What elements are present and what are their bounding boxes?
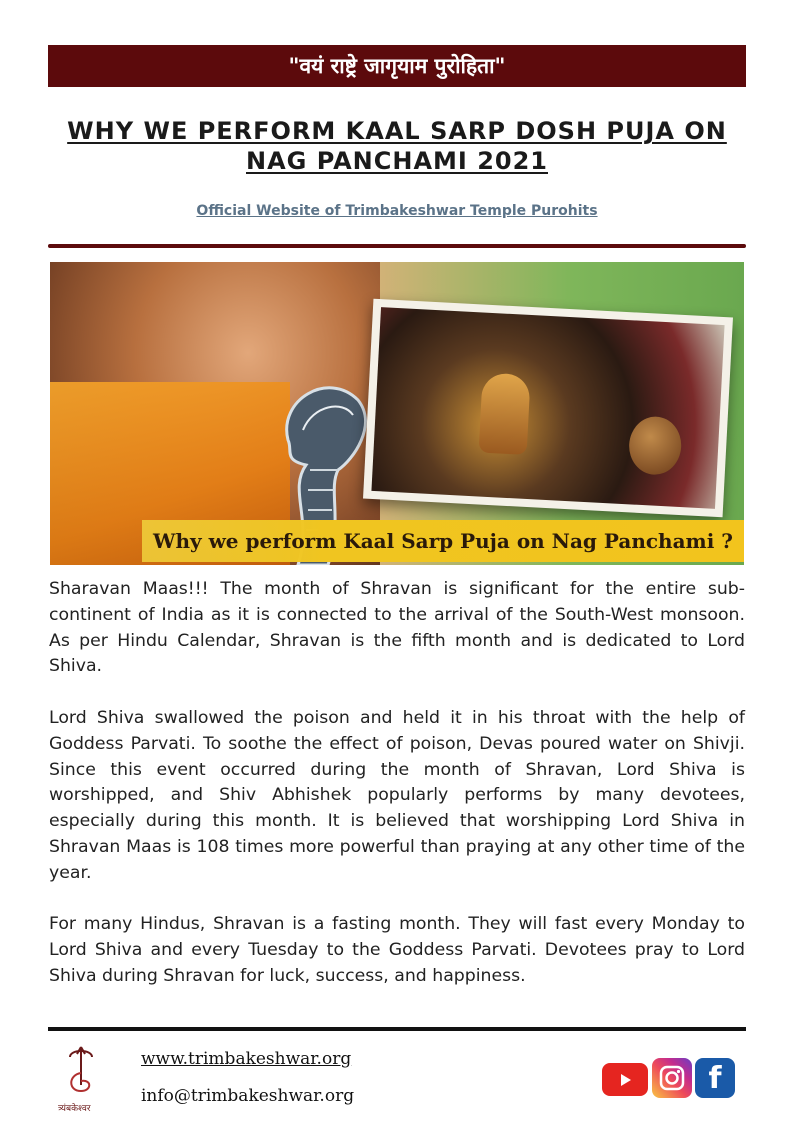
youtube-icon[interactable]	[602, 1063, 648, 1096]
paragraph-2: Lord Shiva swallowed the poison and held it in his throat with the help of Goddess Parvati. To soothe the effect of poison, Devas poured water on Shivji. Since this event occurred during the month of Shravan, Lord Shiva is worshipped, and Shiv Abhishek popularly performs by many devotees, especially during this month. It is believed that worshipping Lord Shiva in Shravan Maas is 108 times more powerful than praying at any other time of the year.	[49, 707, 745, 883]
website-link[interactable]: www.trimbakeshwar.org	[141, 1049, 352, 1069]
page-title-line1: WHY WE PERFORM KAAL SARP DOSH PUJA ON	[67, 117, 727, 145]
email-link[interactable]: info@trimbakeshwar.org	[141, 1086, 355, 1106]
page-title-line2: NAG PANCHAMI 2021	[246, 147, 548, 175]
puja-photo-scene	[371, 307, 724, 509]
motto-banner	[48, 45, 746, 87]
instagram-icon[interactable]	[652, 1058, 692, 1098]
hero-caption: Why we perform Kaal Sarp Puja on Nag Panchami ?	[142, 520, 744, 562]
hero-image	[50, 262, 744, 565]
page-title	[48, 116, 746, 176]
paragraph-1: Sharavan Maas!!! The month of Shravan is significant for the entire sub-continent of India as it is connected to the arrival of the South-West monsoon. As per Hindu Calendar, Shravan is the fifth month and is dedicated to Lord Shiva.	[49, 579, 745, 677]
facebook-icon[interactable]: f	[695, 1058, 735, 1098]
shivling-shape	[479, 373, 531, 455]
motto-text: "वयं राष्ट्रे जागृयाम पुरोहिता"	[288, 54, 506, 78]
svg-text:त्र्यंबकेश्वर: त्र्यंबकेश्वर	[58, 1104, 91, 1114]
trimbakeshwar-logo-icon	[56, 1045, 106, 1115]
coconut-shape	[628, 415, 683, 476]
bottom-divider	[48, 1027, 746, 1031]
article-body	[49, 577, 745, 1016]
site-subtitle-link[interactable]: Official Website of Trimbakeshwar Temple Purohits	[196, 203, 598, 219]
paragraph-3: For many Hindus, Shravan is a fasting month. They will fast every Monday to Lord Shiva and every Tuesday to the Goddess Parvati. Devotees pray to Lord Shiva during Shravan for luck, success, and happiness.	[49, 914, 745, 986]
puja-photo	[363, 299, 733, 518]
top-divider	[48, 244, 746, 248]
